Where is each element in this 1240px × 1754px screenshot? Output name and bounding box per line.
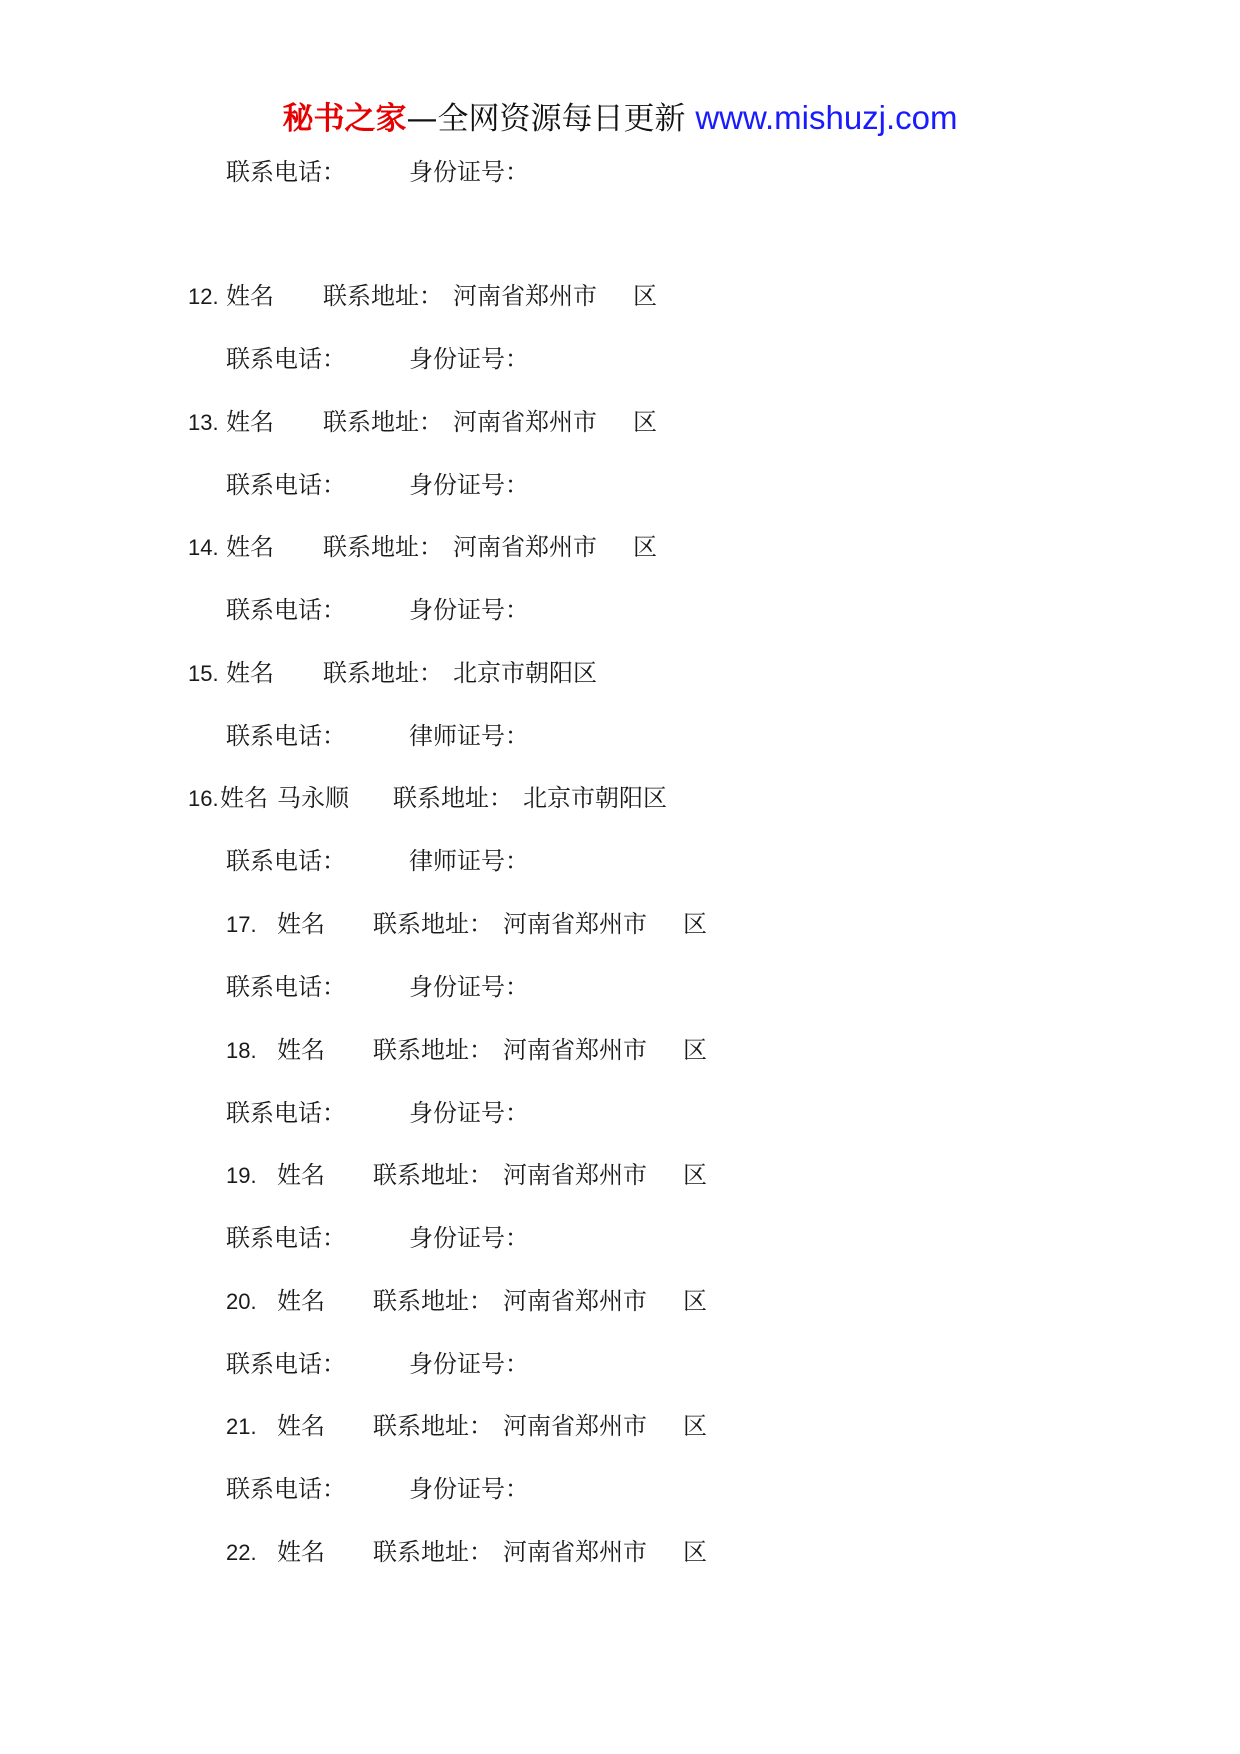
address-label: 联系地址： <box>323 659 443 687</box>
address-value: 北京市朝阳区 <box>523 784 667 812</box>
district-label: 区 <box>683 1538 707 1566</box>
address-value: 河南省郑州市 <box>503 1161 647 1189</box>
address-label: 联系地址： <box>323 533 443 561</box>
phone-label: 联系电话： <box>226 722 346 750</box>
name-label: 姓名 <box>277 1161 325 1189</box>
name-label: 姓名 <box>226 282 274 310</box>
district-label: 区 <box>683 1036 707 1064</box>
id-label: 身份证号： <box>409 973 529 1001</box>
name-label: 姓名 <box>277 1412 325 1440</box>
address-label: 联系地址： <box>323 282 443 310</box>
id-label: 身份证号： <box>409 1475 529 1503</box>
lawyer-id-label: 律师证号： <box>409 847 529 875</box>
id-label: 身份证号： <box>409 1350 529 1378</box>
address-value: 河南省郑州市 <box>453 282 597 310</box>
entry-number: 12. <box>188 284 219 309</box>
brand-name: 秘书之家 <box>282 101 407 137</box>
header-url[interactable]: www.mishuzj.com <box>695 99 958 136</box>
phone-label: 联系电话： <box>226 1350 346 1378</box>
id-label: 身份证号： <box>409 596 529 624</box>
phone-label: 联系电话： <box>226 1224 346 1252</box>
name-label: 姓名 <box>277 910 325 938</box>
district-label: 区 <box>633 533 657 561</box>
phone-label: 联系电话： <box>226 847 346 875</box>
page-header <box>0 98 1240 138</box>
district-label: 区 <box>683 1161 707 1189</box>
id-label: 身份证号： <box>409 1099 529 1127</box>
entry-number: 13. <box>188 410 219 435</box>
phone-label: 联系电话： <box>226 1475 346 1503</box>
lawyer-id-label: 律师证号： <box>409 722 529 750</box>
id-label: 身份证号： <box>409 158 529 186</box>
address-label: 联系地址： <box>373 1412 493 1440</box>
person-name: 马永顺 <box>277 784 349 812</box>
name-label: 姓名 <box>226 659 274 687</box>
address-value: 河南省郑州市 <box>453 533 597 561</box>
address-label: 联系地址： <box>373 910 493 938</box>
address-label: 联系地址： <box>373 1036 493 1064</box>
entry-number: 20. <box>226 1289 257 1314</box>
address-value: 河南省郑州市 <box>453 408 597 436</box>
address-value: 河南省郑州市 <box>503 1412 647 1440</box>
phone-label: 联系电话： <box>226 1099 346 1127</box>
address-label: 联系地址： <box>373 1161 493 1189</box>
id-label: 身份证号： <box>409 1224 529 1252</box>
address-value: 河南省郑州市 <box>503 1036 647 1064</box>
address-value: 河南省郑州市 <box>503 1538 647 1566</box>
entry-number: 14. <box>188 535 219 560</box>
district-label: 区 <box>633 282 657 310</box>
phone-label: 联系电话： <box>226 973 346 1001</box>
district-label: 区 <box>683 910 707 938</box>
name-label: 姓名 <box>226 533 274 561</box>
id-label: 身份证号： <box>409 345 529 373</box>
district-label: 区 <box>683 1412 707 1440</box>
address-label: 联系地址： <box>323 408 443 436</box>
address-value: 北京市朝阳区 <box>453 659 597 687</box>
address-label: 联系地址： <box>373 1287 493 1315</box>
address-value: 河南省郑州市 <box>503 1287 647 1315</box>
phone-label: 联系电话： <box>226 596 346 624</box>
district-label: 区 <box>683 1287 707 1315</box>
id-label: 身份证号： <box>409 471 529 499</box>
entry-number: 17. <box>226 912 257 937</box>
entry-number: 21. <box>226 1414 257 1439</box>
district-label: 区 <box>633 408 657 436</box>
entry-number: 19. <box>226 1163 257 1188</box>
phone-label: 联系电话： <box>226 345 346 373</box>
header-slogan: —全网资源每日更新 <box>406 101 696 137</box>
entry-number: 22. <box>226 1540 257 1565</box>
name-label: 姓名 <box>277 1538 325 1566</box>
address-value: 河南省郑州市 <box>503 910 647 938</box>
entry-number: 16. <box>188 786 219 811</box>
address-label: 联系地址： <box>373 1538 493 1566</box>
name-label: 姓名 <box>220 784 268 812</box>
phone-label: 联系电话： <box>226 471 346 499</box>
name-label: 姓名 <box>277 1036 325 1064</box>
phone-label: 联系电话： <box>226 158 346 186</box>
name-label: 姓名 <box>226 408 274 436</box>
name-label: 姓名 <box>277 1287 325 1315</box>
address-label: 联系地址： <box>393 784 513 812</box>
entry-number: 18. <box>226 1038 257 1063</box>
entry-number: 15. <box>188 661 219 686</box>
